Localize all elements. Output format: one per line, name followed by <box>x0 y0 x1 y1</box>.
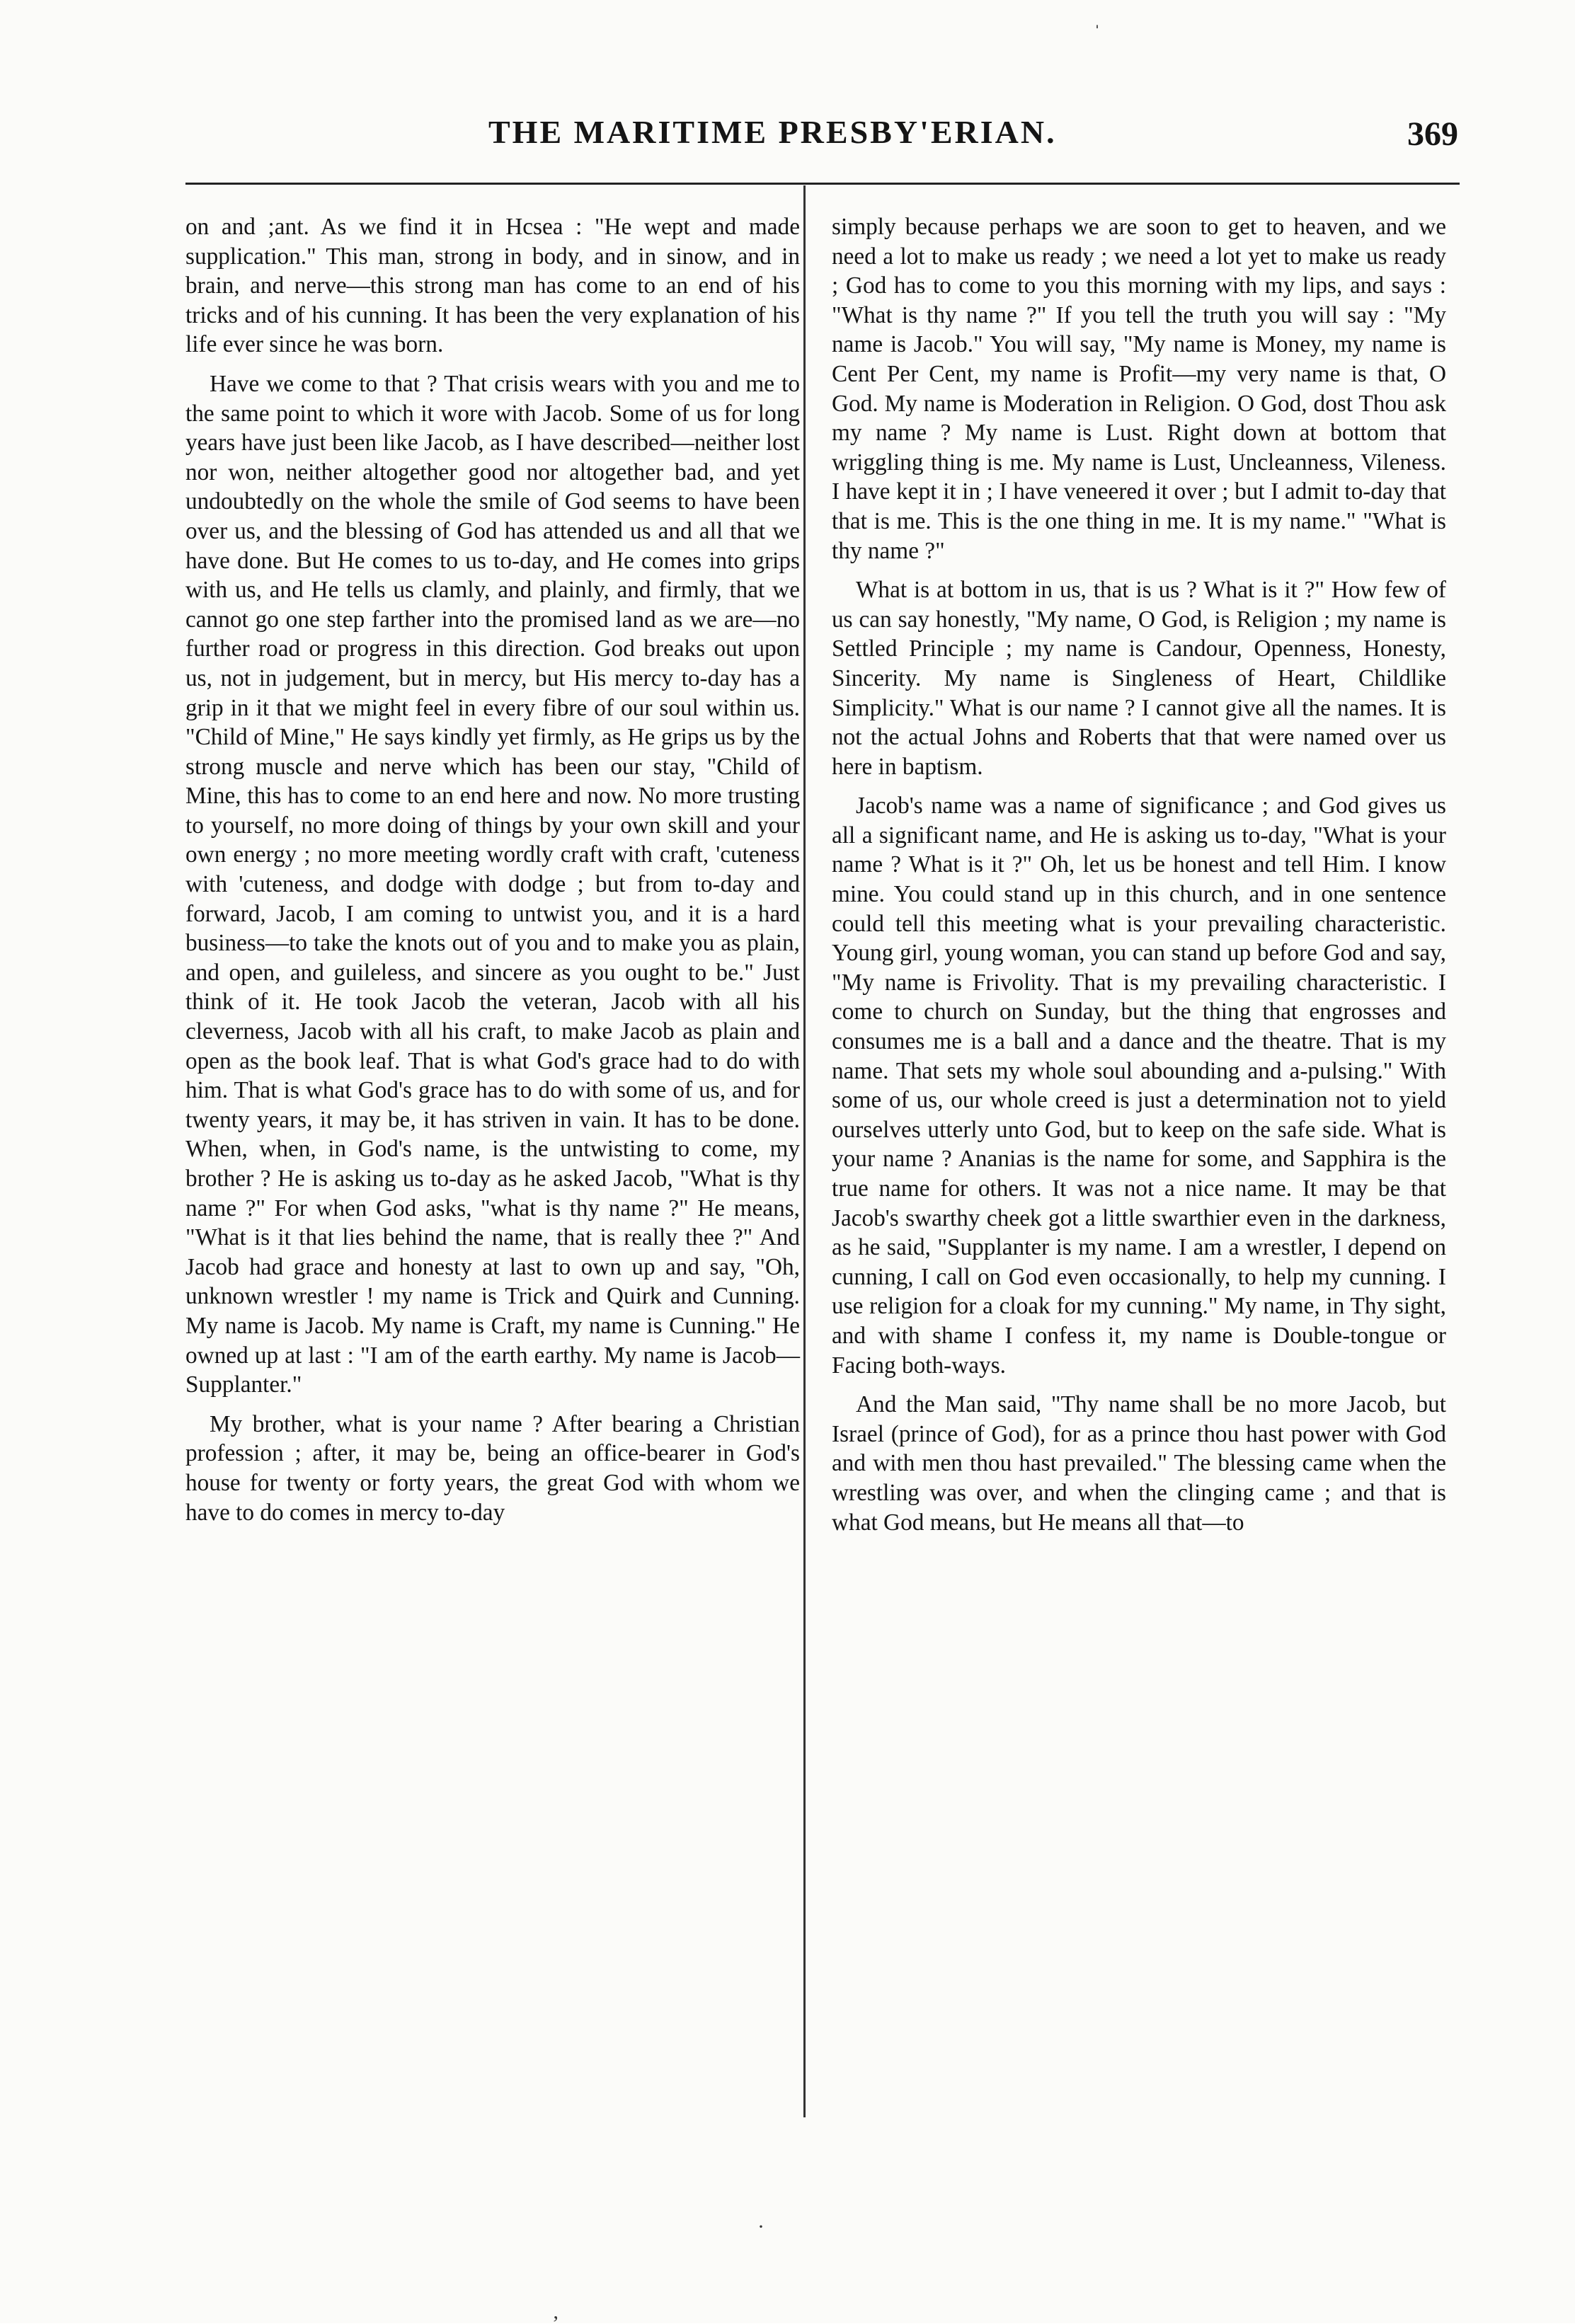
paragraph: And the Man said, "Thy name shall be no more Jacob, but Israel (prince of God), for as a prince thou hast power with God and with men thou hast prevailed." The blessing came when the wrestling was over, and when the clinging came ; and that is what God means, but He means all that—to <box>832 1391 1446 1536</box>
left-column <box>185 212 800 1537</box>
ink-speck: ‚ <box>552 2300 559 2323</box>
ink-speck: · <box>757 2215 764 2238</box>
column-divider <box>803 185 806 2117</box>
paragraph: on and ;ant. As we find it in Hcsea : "He wept and made supplication." This man, strong in body, and in sinow, and in brain, and nerve—this strong man has come to an end of his tricks and of his cunning. It has been the very explanation of his life ever since he was born. <box>185 214 800 358</box>
running-head <box>191 113 1458 177</box>
paragraph: My brother, what is your name ? After bearing a Christian profession ; after, it may be, being an office-bearer in God's house for twenty or forty years, the great God with whom we have to do comes in mercy to-day <box>185 1410 800 1526</box>
paragraph: Have we come to that ? That crisis wears with you and me to the same point to which it wore with Jacob. Some of us for long years have just been like Jacob, as I have described—neither lost nor won, neither altogether good nor altogether bad, and yet undoubtedly on the whole the smile of God seems to have been over us, and the blessing of God has attended us and all that we have done. But He comes to us to-day, and He comes into grips with us, and He tells us clamly, and plainly, and firmly, that we cannot go one step farther into the promised land as we are—no further road or progress in this direction. God breaks out upon us, not in judgement, but in mercy, but His mercy to-day has a grip in it that we might feel in every fibre of our soul within us. "Child of Mine," He says kindly yet firmly, as He grips us by the strong muscle and nerve which has been our stay, "Child of Mine, this has to come to an end here and now. No more trusting to yourself, no more doing of things by your own skill and your own energy ; no more meeting wordly craft with craft, 'cuteness with 'cuteness, and dodge with dodge ; but from to-day and forward, Jacob, I am coming to untwist you, and it is a hard business—to take the knots out of you and to make you as plain, and open, and guileless, and sincere as you ought to be." Just think of it. He took Jacob the veteran, Jacob with all his cleverness, Jacob with all his craft, to make Jacob as plain and open as the book leaf. That is what God's grace had to do with him. That is what God's grace has to do with some of us, and for twenty years, it may be, it has striven in vain. It has to be done. When, when, in God's name, is the untwisting to come, my brother ? He is asking us to-day as he asked Jacob, "What is thy name ?" For when God asks, "what is thy name ?" He means, "What is it that lies behind the name, that is really thee ?" And Jacob had grace and honesty at last to own up and say, "Oh, unknown wrestler ! my name is Trick and Quirk and Cunning. My name is Jacob. My name is Craft, my name is Cunning." He owned up at last : "I am of the earth earthy. My name is Jacob—Supplanter." <box>185 370 800 1398</box>
page-number: 369 <box>1407 115 1458 153</box>
publication-title: THE MARITIME PRESBY'ERIAN. <box>488 114 1057 150</box>
right-column <box>832 212 1446 1547</box>
header-rule <box>185 183 1460 185</box>
paragraph: What is at bottom in us, that is us ? What is it ?" How few of us can say honestly, "My name, O God, is Religion ; my name is Settled Principle ; my name is Candour, Openness, Honesty, Sincerity. My name is Singleness of Heart, Childlike Simplicity." What is our name ? I cannot give all the names. It is not the actual Johns and Roberts that that were named over us here in baptism. <box>832 577 1446 780</box>
paragraph: Jacob's name was a name of significance ; and God gives us all a significant name, and He is asking us to-day, "What is your name ? What is it ?" Oh, let us be honest and tell Him. I know mine. You could stand up in this church, and in one sentence could tell this meeting what is your prevailing characteristic. Young girl, young woman, you can stand up before God and say, "My name is Frivolity. That is my prevailing characteristic. I come to church on Sunday, but the thing that engrosses and consumes me is a ball and a dance and the theatre. That is my name. That sets my whole soul abounding and a-pulsing." With some of us, our whole creed is just a determination not to yield ourselves utterly unto God, but to keep on the safe side. What is your name ? Ananias is the name for some, and Sapphira is the true name for others. It was not a nice name. It may be that Jacob's swarthy cheek got a little swarthier even in the darkness, as he said, "Supplanter is my name. I am a wrestler, I depend on cunning, I call on God even occasionally, to help my cunning. I use religion for a cloak for my cunning." My name, in Thy sight, and with shame I confess it, my name is Double-tongue or Facing both-ways. <box>832 793 1446 1379</box>
ink-speck: ˈ <box>1094 21 1101 45</box>
paragraph: simply because perhaps we are soon to get to heaven, and we need a lot to make us ready ; we need a lot yet to make us ready ; God has to come to you this morning with my lips, and says : "What is thy name ?" If you tell the truth you will say : "My name is Jacob." You will say, "My name is Money, my name is Cent Per Cent, my name is Profit—my very name is that, O God. My name is Moderation in Religion. O God, dost Thou ask my name ? My name is Lust. Right down at bottom that wriggling thing is me. My name is Lust, Uncleanness, Vileness. I have kept it in ; I have veneered it over ; but I admit to-day that that is me. This is the one thing in me. It is my name." "What is thy name ?" <box>832 214 1446 564</box>
